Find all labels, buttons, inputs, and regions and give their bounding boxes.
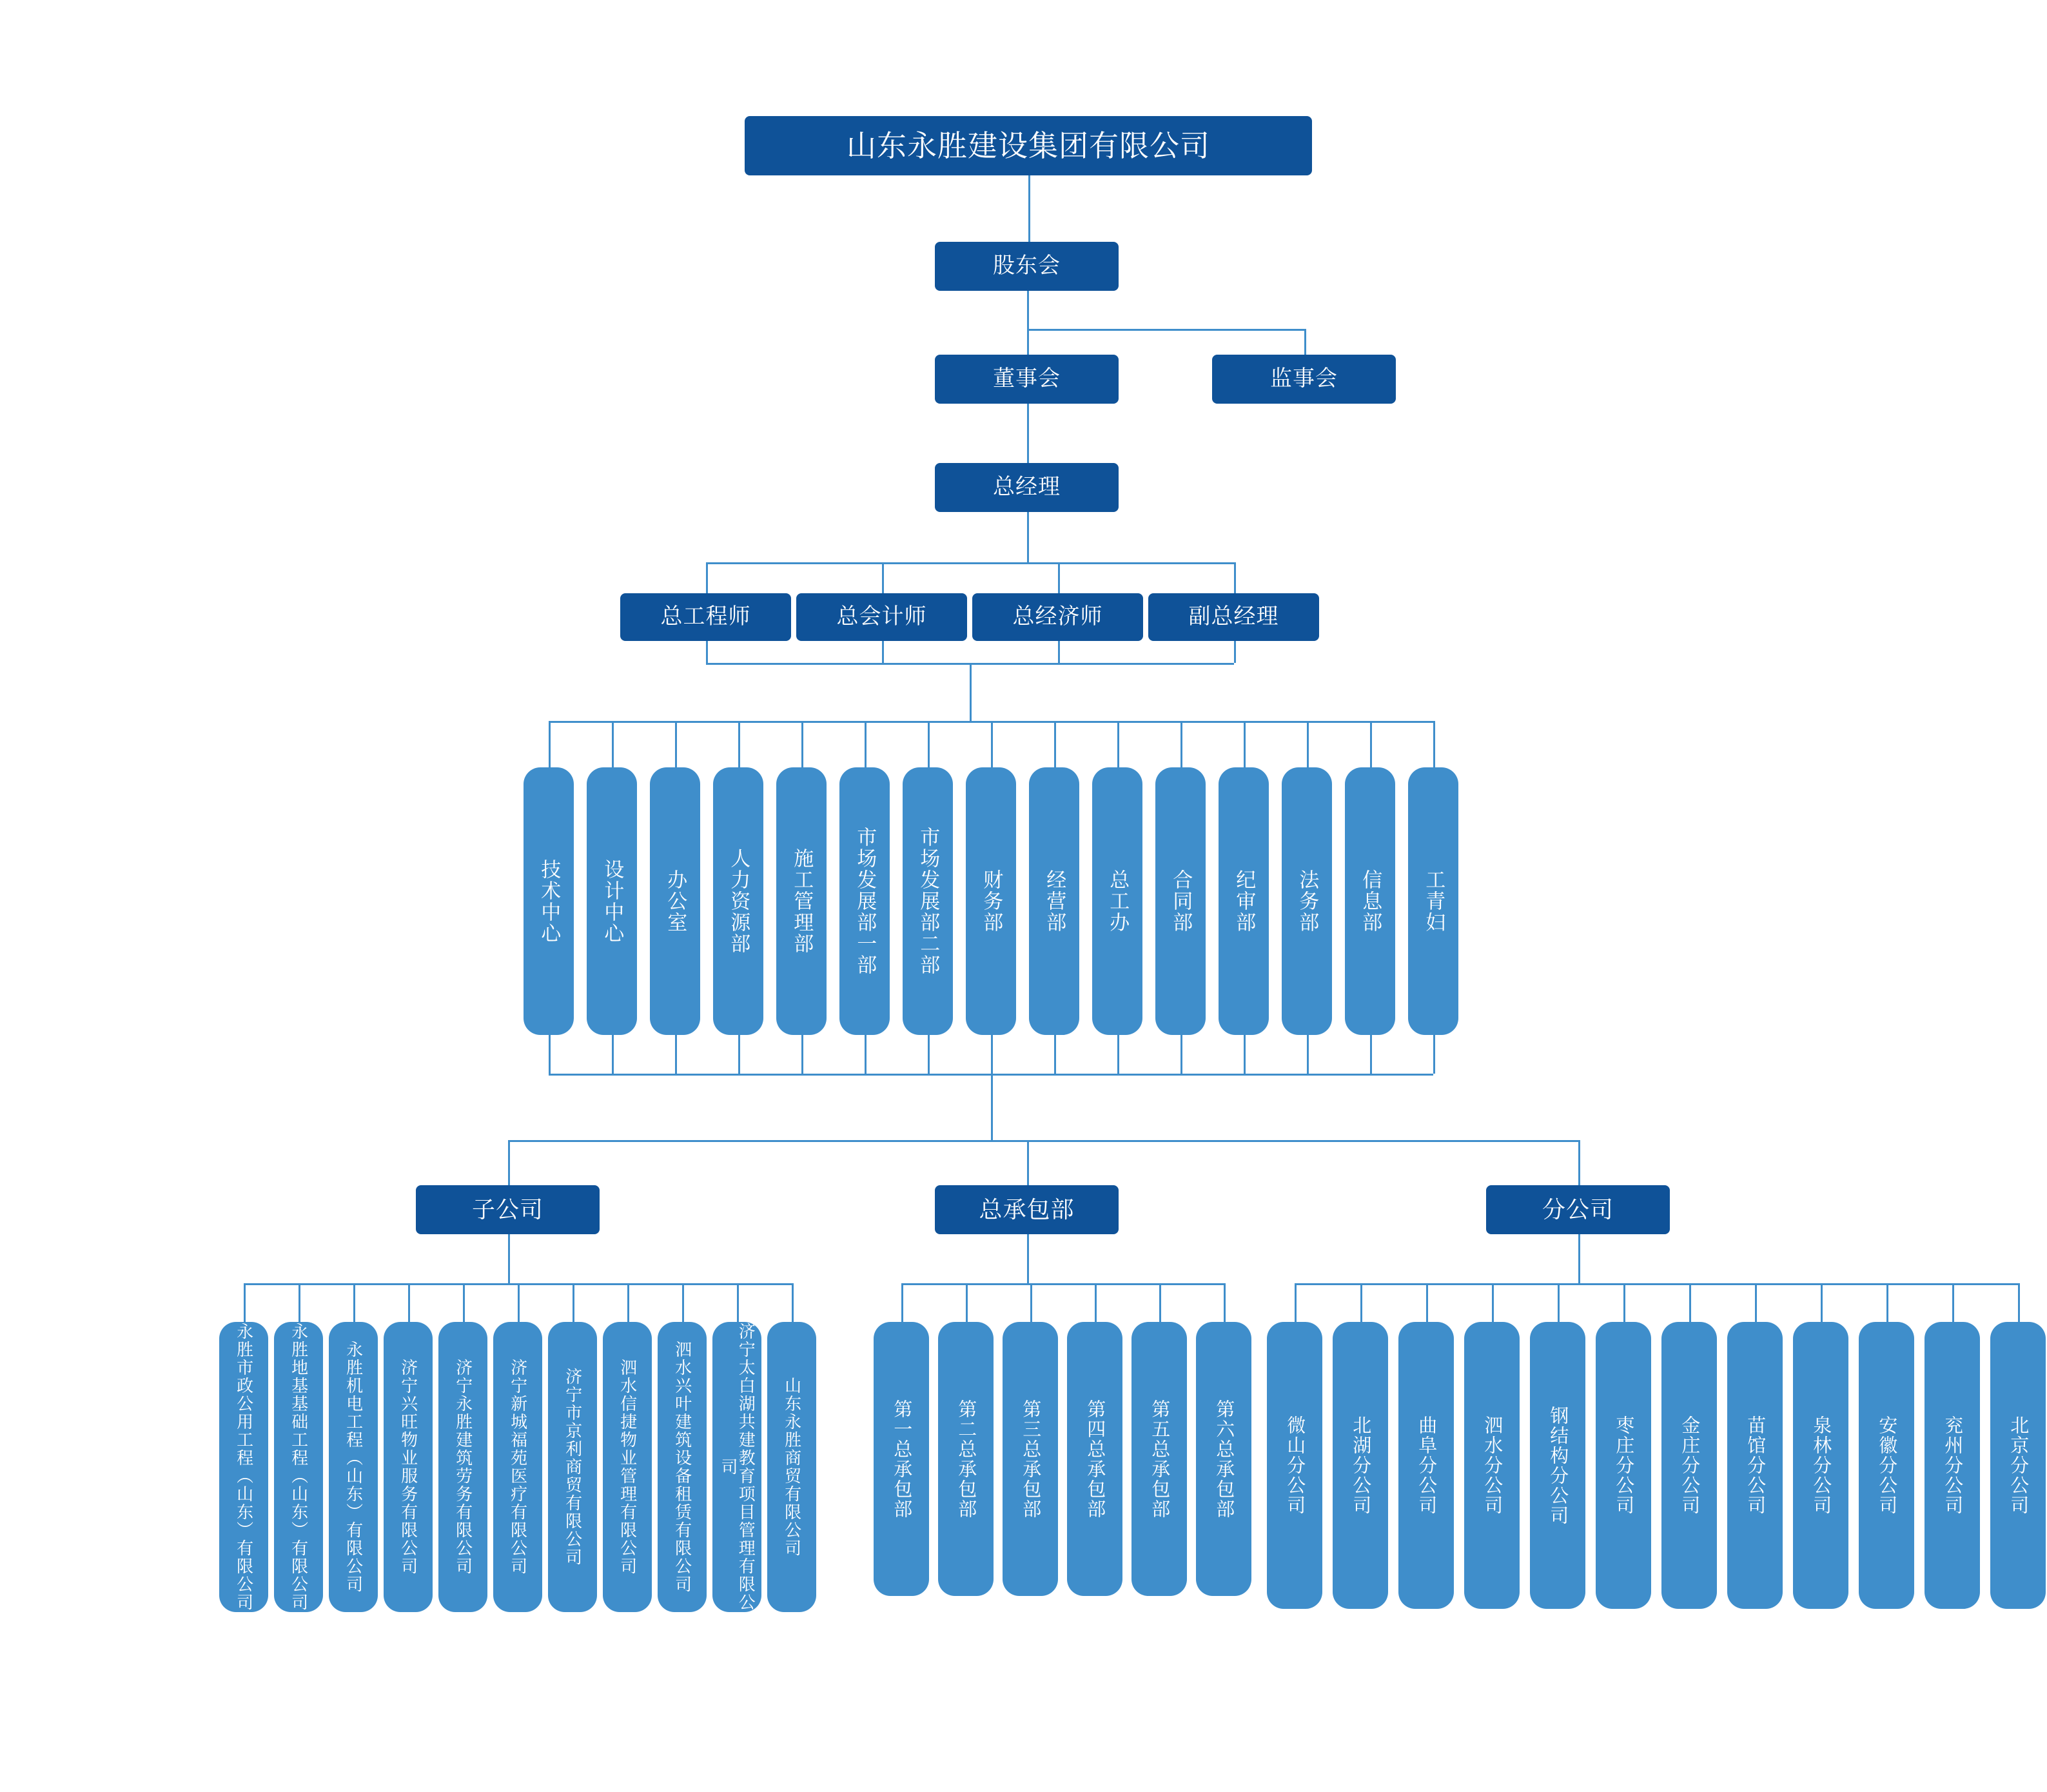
connector-vertical: [1117, 1035, 1119, 1074]
connector-vertical: [1360, 1283, 1362, 1322]
connector-vertical: [1370, 721, 1372, 767]
node-branch-10[interactable]: [1859, 1322, 1914, 1609]
node-department-1[interactable]: [524, 767, 574, 1035]
node-department-14-label: 信息部: [1359, 869, 1382, 933]
node-contract-dept-6[interactable]: [1196, 1322, 1251, 1596]
node-department-3-label: 办公室: [664, 869, 687, 933]
node-branch-9-label: 泉林分公司: [1810, 1415, 1832, 1515]
node-branch-3[interactable]: [1398, 1322, 1454, 1609]
connector-vertical: [991, 721, 993, 767]
node-subsidiary-7[interactable]: [548, 1322, 597, 1612]
connector-vertical: [627, 1283, 629, 1322]
connector-vertical: [1295, 1283, 1297, 1322]
connector-vertical: [792, 1283, 794, 1322]
connector-vertical: [682, 1283, 684, 1322]
connector-vertical: [928, 1035, 930, 1074]
node-branch-2[interactable]: [1333, 1322, 1388, 1609]
node-department-5-label: 施工管理部: [790, 848, 814, 954]
node-department-8[interactable]: [966, 767, 1016, 1035]
connector-vertical: [1058, 562, 1060, 593]
node-subsidiary-8[interactable]: [603, 1322, 652, 1612]
node-executive-4[interactable]: [1148, 593, 1319, 641]
node-subsidiary-6-label: 济宁新城福苑医疗有限公司: [508, 1359, 528, 1575]
node-contract-dept-4-label: 第四总承包部: [1084, 1399, 1106, 1519]
connector-vertical: [865, 1035, 867, 1074]
node-subsidiary-4[interactable]: [384, 1322, 433, 1612]
connector-horizontal: [706, 562, 1234, 564]
node-group-3-label: 分公司: [1542, 1196, 1614, 1223]
node-subsidiary-3[interactable]: [329, 1322, 378, 1612]
node-group-3[interactable]: [1486, 1185, 1670, 1234]
node-branch-6-label: 枣庄分公司: [1613, 1415, 1634, 1515]
node-branch-12-label: 北京分公司: [2008, 1415, 2029, 1515]
node-executive-3[interactable]: [972, 593, 1143, 641]
node-subsidiary-5[interactable]: [438, 1322, 487, 1612]
node-general-manager[interactable]: [935, 463, 1119, 512]
node-department-9-label: 经营部: [1043, 869, 1066, 933]
connector-vertical: [1117, 721, 1119, 767]
node-branch-4-label: 泗水分公司: [1482, 1415, 1503, 1515]
connector-vertical: [1054, 1035, 1056, 1074]
node-contract-dept-2[interactable]: [938, 1322, 994, 1596]
connector-vertical: [518, 1283, 520, 1322]
node-branch-1[interactable]: [1267, 1322, 1322, 1609]
connector-vertical: [573, 1283, 574, 1322]
node-department-12[interactable]: [1219, 767, 1269, 1035]
connector-vertical: [675, 721, 677, 767]
node-board-label: 董事会: [993, 366, 1061, 391]
node-department-2-label: 设计中心: [601, 858, 624, 944]
connector-vertical: [706, 641, 708, 663]
connector-vertical: [463, 1283, 465, 1322]
node-executive-2[interactable]: [796, 593, 967, 641]
node-department-10-label: 总工办: [1106, 869, 1130, 933]
node-department-12-label: 纪审部: [1233, 869, 1256, 933]
node-contract-dept-4[interactable]: [1067, 1322, 1122, 1596]
node-subsidiary-9-label: 泗水兴叶建筑设备租赁有限公司: [672, 1341, 692, 1593]
connector-vertical: [1370, 1035, 1372, 1074]
node-subsidiary-1[interactable]: [219, 1322, 268, 1612]
node-executive-3-label: 总经济师: [1012, 604, 1103, 629]
connector-vertical: [865, 721, 867, 767]
node-department-11-label: 合同部: [1170, 869, 1193, 933]
connector-vertical: [1304, 329, 1306, 355]
connector-vertical: [1234, 641, 1236, 663]
node-department-1-label: 技术中心: [538, 858, 561, 944]
connector-vertical: [244, 1283, 246, 1322]
node-contract-dept-2-label: 第二总承包部: [955, 1399, 977, 1519]
node-branch-1-label: 微山分公司: [1284, 1415, 1306, 1515]
connector-vertical: [1244, 721, 1246, 767]
node-group-1-label: 子公司: [471, 1196, 544, 1223]
node-branch-4[interactable]: [1464, 1322, 1520, 1609]
node-branch-11[interactable]: [1925, 1322, 1980, 1609]
node-branch-3-label: 曲阜分公司: [1416, 1415, 1437, 1515]
connector-vertical: [706, 562, 708, 593]
node-branch-10-label: 安徽分公司: [1876, 1415, 1897, 1515]
company-title: [745, 116, 1312, 175]
connector-vertical: [1058, 641, 1060, 663]
node-department-7[interactable]: [903, 767, 953, 1035]
connector-vertical: [966, 1283, 968, 1322]
node-group-2-label: 总承包部: [979, 1196, 1075, 1223]
connector-vertical: [1755, 1283, 1757, 1322]
connector-vertical: [1558, 1283, 1560, 1322]
node-contract-dept-1-label: 第一总承包部: [891, 1399, 912, 1519]
node-subsidiary-1-label: 永胜市政公用工程（山东）有限公司: [234, 1323, 254, 1611]
connector-vertical: [737, 1283, 739, 1322]
node-supervisors[interactable]: [1212, 355, 1396, 404]
node-executive-4-label: 副总经理: [1188, 604, 1279, 629]
node-branch-7[interactable]: [1661, 1322, 1717, 1609]
node-contract-dept-5[interactable]: [1131, 1322, 1187, 1596]
node-department-6-label: 市场发展部一部: [854, 827, 877, 976]
node-executive-1[interactable]: [620, 593, 791, 641]
connector-vertical: [612, 1035, 614, 1074]
node-branch-7-label: 金庄分公司: [1679, 1415, 1700, 1515]
node-subsidiary-8-label: 泗水信捷物业管理有限公司: [618, 1359, 638, 1575]
connector-vertical: [970, 663, 972, 721]
connector-vertical: [1027, 291, 1029, 329]
node-subsidiary-10-label: 济宁太白湖共建教育项目管理有限公司: [719, 1323, 756, 1611]
node-general-manager-label: 总经理: [993, 475, 1061, 500]
node-contract-dept-3-label: 第三总承包部: [1020, 1399, 1041, 1519]
connector-vertical: [1054, 721, 1056, 767]
node-department-14[interactable]: [1345, 767, 1395, 1035]
connector-vertical: [1028, 175, 1030, 242]
node-board[interactable]: [935, 355, 1119, 404]
node-subsidiary-3-label: 永胜机电工程（山东）有限公司: [344, 1341, 364, 1593]
connector-vertical: [299, 1283, 300, 1322]
connector-vertical: [508, 1140, 510, 1185]
node-subsidiary-11-label: 山东永胜商贸有限公司: [782, 1377, 802, 1557]
node-contract-dept-6-label: 第六总承包部: [1213, 1399, 1235, 1519]
connector-vertical: [1821, 1283, 1823, 1322]
connector-vertical: [1433, 1035, 1435, 1074]
connector-vertical: [1952, 1283, 1954, 1322]
connector-vertical: [1623, 1283, 1625, 1322]
connector-vertical: [882, 562, 884, 593]
connector-horizontal: [901, 1283, 1224, 1285]
connector-horizontal: [1295, 1283, 2018, 1285]
node-subsidiary-5-label: 济宁永胜建筑劳务有限公司: [453, 1359, 473, 1575]
node-supervisors-label: 监事会: [1270, 366, 1338, 391]
node-shareholders[interactable]: [935, 242, 1119, 291]
node-department-13-label: 法务部: [1296, 869, 1319, 933]
node-branch-12[interactable]: [1990, 1322, 2046, 1609]
node-branch-11-label: 兖州分公司: [1942, 1415, 1963, 1515]
node-contract-dept-1[interactable]: [874, 1322, 929, 1596]
connector-vertical: [2018, 1283, 2020, 1322]
node-department-4-label: 人力资源部: [727, 848, 750, 954]
node-department-3[interactable]: [650, 767, 700, 1035]
connector-vertical: [1027, 329, 1029, 355]
node-department-4[interactable]: [713, 767, 763, 1035]
node-department-8-label: 财务部: [980, 869, 1003, 933]
connector-vertical: [1030, 1283, 1032, 1322]
connector-vertical: [1027, 404, 1029, 463]
connector-vertical: [1578, 1140, 1580, 1185]
connector-vertical: [1095, 1283, 1097, 1322]
node-executive-2-label: 总会计师: [836, 604, 927, 629]
connector-vertical: [1234, 562, 1236, 593]
connector-vertical: [991, 1074, 993, 1140]
node-executive-1-label: 总工程师: [660, 604, 751, 629]
node-subsidiary-10[interactable]: [712, 1322, 761, 1612]
node-subsidiary-4-label: 济宁兴旺物业服务有限公司: [398, 1359, 418, 1575]
connector-vertical: [801, 721, 803, 767]
node-department-15[interactable]: [1408, 767, 1458, 1035]
node-subsidiary-2-label: 永胜地基基础工程（山东）有限公司: [289, 1323, 309, 1611]
connector-vertical: [801, 1035, 803, 1074]
node-subsidiary-7-label: 济宁市京利商贸有限公司: [563, 1368, 583, 1566]
node-branch-2-label: 北湖分公司: [1350, 1415, 1371, 1515]
connector-vertical: [928, 721, 930, 767]
node-department-11[interactable]: [1155, 767, 1206, 1035]
connector-vertical: [1492, 1283, 1494, 1322]
node-subsidiary-6[interactable]: [493, 1322, 542, 1612]
node-branch-8-label: 苗馆分公司: [1745, 1415, 1766, 1515]
connector-vertical: [508, 1234, 510, 1283]
connector-vertical: [1027, 512, 1029, 562]
node-branch-9[interactable]: [1793, 1322, 1848, 1609]
connector-vertical: [901, 1283, 903, 1322]
node-branch-5[interactable]: [1530, 1322, 1585, 1609]
connector-vertical: [1224, 1283, 1226, 1322]
connector-vertical: [1244, 1035, 1246, 1074]
node-branch-8[interactable]: [1727, 1322, 1783, 1609]
connector-vertical: [1159, 1283, 1161, 1322]
connector-vertical: [1689, 1283, 1691, 1322]
connector-horizontal: [1027, 329, 1304, 331]
connector-vertical: [549, 721, 551, 767]
node-branch-6[interactable]: [1596, 1322, 1651, 1609]
connector-vertical: [882, 641, 884, 663]
connector-vertical: [1307, 1035, 1309, 1074]
node-group-2[interactable]: [935, 1185, 1119, 1234]
node-department-13[interactable]: [1282, 767, 1332, 1035]
node-subsidiary-9[interactable]: [658, 1322, 707, 1612]
connector-vertical: [738, 721, 740, 767]
node-subsidiary-2[interactable]: [274, 1322, 323, 1612]
connector-vertical: [991, 1035, 993, 1074]
node-department-2[interactable]: [587, 767, 637, 1035]
connector-vertical: [1433, 721, 1435, 767]
connector-vertical: [1180, 1035, 1182, 1074]
node-group-1[interactable]: [416, 1185, 600, 1234]
connector-vertical: [549, 1035, 551, 1074]
connector-vertical: [1886, 1283, 1888, 1322]
connector-vertical: [738, 1035, 740, 1074]
connector-vertical: [1027, 1234, 1029, 1283]
node-contract-dept-3[interactable]: [1003, 1322, 1058, 1596]
connector-vertical: [1307, 721, 1309, 767]
connector-vertical: [1180, 721, 1182, 767]
connector-vertical: [612, 721, 614, 767]
node-branch-5-label: 钢结构分公司: [1547, 1405, 1569, 1526]
node-department-7-label: 市场发展部二部: [917, 827, 940, 976]
company-title-label: 山东永胜建设集团有限公司: [847, 128, 1210, 162]
connector-vertical: [675, 1035, 677, 1074]
node-contract-dept-5-label: 第五总承包部: [1149, 1399, 1170, 1519]
connector-vertical: [1578, 1234, 1580, 1283]
node-department-6[interactable]: [839, 767, 890, 1035]
node-department-15-label: 工青妇: [1422, 869, 1445, 933]
connector-vertical: [353, 1283, 355, 1322]
connector-vertical: [1027, 1140, 1029, 1185]
node-subsidiary-11[interactable]: [767, 1322, 816, 1612]
connector-vertical: [1426, 1283, 1428, 1322]
connector-horizontal: [508, 1140, 1578, 1142]
node-department-5[interactable]: [776, 767, 827, 1035]
node-department-9[interactable]: [1029, 767, 1079, 1035]
connector-vertical: [408, 1283, 410, 1322]
node-department-10[interactable]: [1092, 767, 1142, 1035]
node-shareholders-label: 股东会: [993, 253, 1061, 279]
